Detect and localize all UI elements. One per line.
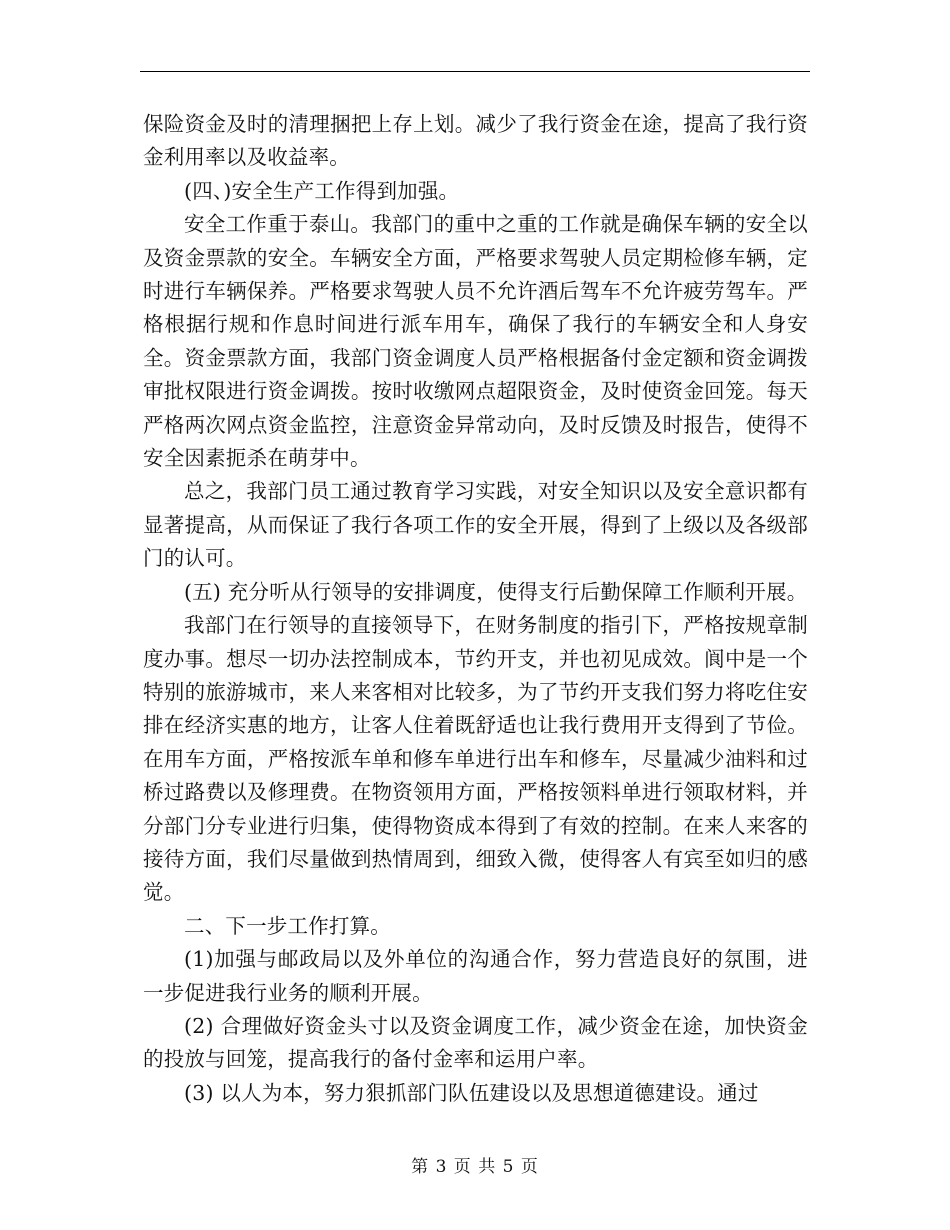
paragraph: 我部门在行领导的直接领导下，在财务制度的指引下，严格按规章制度办事。想尽一切办法控制成本，节约开支，并也初见成效。阆中是一个特别的旅游城市，来人来客相对比较多，为了节约开支我们努力将吃住安排在经济实惠的地方，让客人住着既舒适也让我行费用开支得到了节俭。在用车方面，严格按派车单和修车单进行出车和修车，尽量减少油料和过桥过路费以及修理费。在物资领用方面，严格按领料单进行领取材料，并分部门分专业进行归集，使得物资成本得到了有效的控制。在来人来客的接待方面，我们尽量做到热情周到，细致入微，使得客人有宾至如归的感觉。 (143, 613, 808, 905)
paragraph: (五) 充分听从行领导的安排调度，使得支行后勤保障工作顺利开展。 (184, 579, 808, 604)
paragraph: (3) 以人为本，努力狠抓部门队伍建设以及思想道德建设。通过 (184, 1080, 759, 1105)
paragraph: 总之，我部门员工通过教育学习实践，对安全知识以及安全意识都有显著提高，从而保证了我行各项工作的安全开展，得到了上级以及各级部门的认可。 (143, 479, 808, 571)
paragraph: 保险资金及时的清理捆把上存上划。减少了我行资金在途，提高了我行资金利用率以及收益率。 (143, 112, 808, 170)
paragraph: 安全工作重于泰山。我部门的重中之重的工作就是确保车辆的安全以及资金票款的安全。车辆安全方面，严格要求驾驶人员定期检修车辆，定时进行车辆保养。严格要求驾驶人员不允许酒后驾车不允许疲劳驾车。严格根据行规和作息时间进行派车用车，确保了我行的车辆安全和人身安全。资金票款方面，我部门资金调度人员严格根据备付金定额和资金调拨审批权限进行资金调拨。按时收缴网点超限资金，及时使资金回笼。每天严格两次网点资金监控，注意资金异常动向，及时反馈及时报告，使得不安全因素扼杀在萌芽中。 (143, 212, 808, 471)
page-number-footer: 第 3 页 共 5 页 (411, 1157, 539, 1177)
paragraph: (1)加强与邮政局以及外单位的沟通合作，努力营造良好的氛围，进一步促进我行业务的顺利开展。 (143, 947, 808, 1005)
header-rule (140, 71, 810, 72)
document-body (143, 108, 808, 1110)
section-heading: 二、下一步工作打算。 (184, 913, 391, 938)
paragraph: (四、)安全生产工作得到加强。 (184, 178, 460, 203)
paragraph: (2) 合理做好资金头寸以及资金调度工作，减少资金在途，加快资金的投放与回笼，提高我行的备付金率和运用户率。 (143, 1013, 808, 1072)
